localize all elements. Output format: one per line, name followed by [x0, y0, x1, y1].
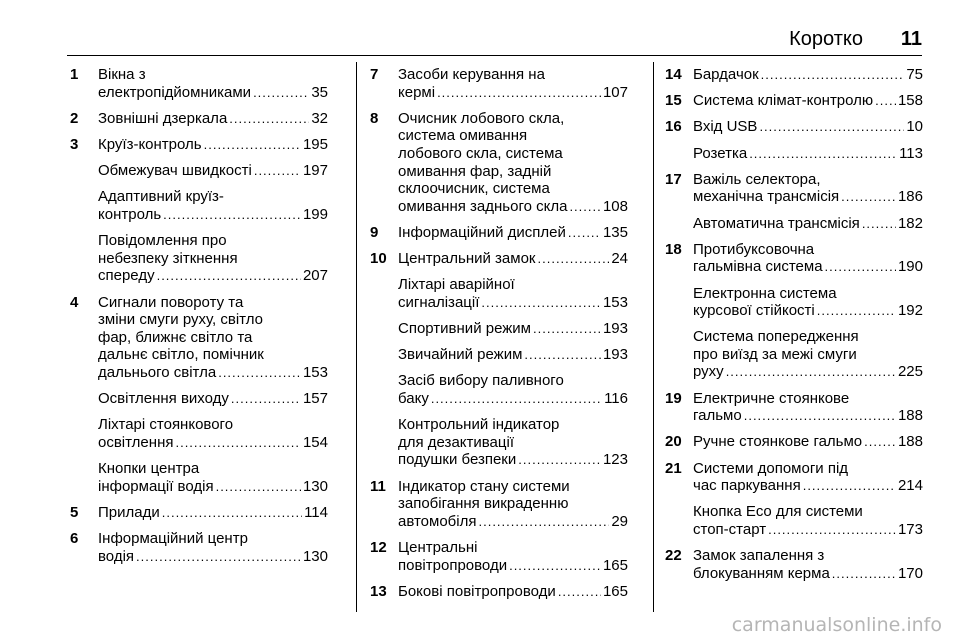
- item-number: 15: [665, 92, 682, 110]
- page-reference[interactable]: 153: [602, 293, 628, 311]
- entry-last-line: [693, 118, 923, 136]
- entry-text-line: система омивання: [398, 127, 528, 145]
- entry-label: блокуванням керма: [693, 564, 830, 582]
- entry-last-line: [98, 504, 328, 522]
- entry-label: Обмежувач швидкості: [98, 162, 252, 180]
- entry-text-line: Адаптивний круїз-: [98, 188, 224, 206]
- dot-leader: [524, 346, 601, 364]
- index-entry[interactable]: [98, 188, 328, 223]
- entry-label: гальмо: [693, 407, 742, 425]
- entry-last-line: [693, 302, 923, 320]
- page-reference[interactable]: 35: [311, 83, 328, 101]
- entry-last-line: [98, 267, 328, 285]
- entry-last-line: [398, 320, 628, 338]
- entry-text-line: для дезактивації: [398, 433, 514, 451]
- index-item: [665, 547, 923, 582]
- index-item: [665, 92, 923, 110]
- entry-label: Спортивний режим: [398, 320, 531, 338]
- item-number: 1: [70, 66, 79, 83]
- index-item: [665, 433, 923, 451]
- index-item: [370, 66, 628, 101]
- item-number: 19: [665, 389, 682, 407]
- index-entry[interactable]: [398, 320, 628, 338]
- page-header: [0, 28, 960, 50]
- index-entry[interactable]: [693, 547, 923, 582]
- index-item: [370, 478, 628, 531]
- watermark: carmanualsonline.info: [731, 614, 942, 636]
- page-reference[interactable]: 154: [302, 433, 328, 451]
- item-number: 13: [370, 582, 387, 600]
- entry-last-line: [693, 363, 923, 381]
- item-number: 16: [665, 118, 682, 136]
- page-reference[interactable]: 32: [311, 109, 328, 127]
- entry-text-line: Замок запалення з: [693, 547, 825, 565]
- entry-text-line: Засіб вибору паливного: [398, 372, 564, 390]
- dot-leader: [875, 92, 896, 110]
- index-entry[interactable]: [693, 92, 923, 110]
- index-item: [370, 224, 628, 242]
- entry-last-line: [693, 258, 923, 276]
- dot-leader: [162, 504, 302, 522]
- page-reference[interactable]: 199: [302, 205, 328, 223]
- entry-label: подушки безпеки: [398, 451, 517, 469]
- index-entry[interactable]: [398, 416, 628, 469]
- item-number: 3: [70, 135, 79, 153]
- index-entry[interactable]: [693, 215, 923, 233]
- dot-leader: [509, 557, 601, 575]
- page-reference[interactable]: 157: [302, 390, 328, 408]
- entry-last-line: [693, 145, 923, 163]
- entry-label: Прилади: [98, 503, 160, 521]
- entry-text-line: лобового скла, система: [398, 144, 563, 162]
- dot-leader: [518, 451, 601, 469]
- page-reference[interactable]: 130: [302, 477, 328, 495]
- entry-text-line: небезпеку зіткнення: [98, 249, 238, 267]
- entry-last-line: [693, 477, 923, 495]
- entry-text-line: зміни смуги руху, світло: [98, 311, 263, 329]
- entry-last-line: [398, 198, 628, 216]
- page-reference[interactable]: 195: [302, 135, 328, 153]
- index-entry[interactable]: [98, 294, 328, 382]
- index-item: [665, 241, 923, 381]
- entry-label: освітлення: [98, 433, 174, 451]
- dot-leader: [216, 478, 301, 496]
- index-column-3: [665, 66, 923, 591]
- entry-label: Звичайний режим: [398, 346, 523, 364]
- index-entry[interactable]: [98, 504, 328, 522]
- entry-text-line: Вікна з: [98, 66, 146, 83]
- entry-last-line: [693, 433, 923, 451]
- item-number: 8: [370, 109, 379, 127]
- index-item: [370, 539, 628, 574]
- index-item: [665, 460, 923, 539]
- index-entry[interactable]: [398, 250, 628, 268]
- entry-last-line: [98, 162, 328, 180]
- entry-last-line: [98, 206, 328, 224]
- entry-last-line: [693, 92, 923, 110]
- entry-text-line: Електричне стоянкове: [693, 389, 850, 407]
- item-number: 14: [665, 66, 682, 83]
- entry-last-line: [398, 84, 628, 102]
- index-entry[interactable]: [398, 539, 628, 574]
- item-number: 18: [665, 240, 682, 258]
- item-number: 11: [370, 477, 386, 495]
- entry-last-line: [98, 364, 328, 382]
- entry-last-line: [398, 513, 628, 531]
- dot-leader: [136, 548, 301, 566]
- index-entry[interactable]: [693, 390, 923, 425]
- dot-leader: [832, 565, 896, 583]
- index-entry[interactable]: [98, 416, 328, 451]
- entry-label: сигналізації: [398, 293, 480, 311]
- entry-text-line: Електронна система: [693, 284, 837, 302]
- dot-leader: [841, 188, 896, 206]
- index-entry[interactable]: [398, 372, 628, 407]
- page-reference[interactable]: 170: [897, 564, 923, 582]
- page-reference[interactable]: 135: [602, 223, 628, 241]
- index-item: [70, 136, 328, 285]
- entry-text-line: Кнопка Eco для системи: [693, 503, 863, 521]
- entry-label: омивання заднього скла: [398, 197, 568, 215]
- index-entry[interactable]: [398, 478, 628, 531]
- item-number: 4: [70, 293, 79, 311]
- entry-last-line: [693, 66, 923, 84]
- entry-last-line: [693, 215, 923, 233]
- page-reference[interactable]: 130: [302, 547, 328, 565]
- entry-text-line: фар, ближнє світло та: [98, 328, 253, 346]
- page-reference[interactable]: 158: [897, 92, 923, 110]
- entry-label: гальмівна система: [693, 258, 823, 276]
- index-entry[interactable]: [98, 460, 328, 495]
- item-number: 7: [370, 66, 379, 83]
- page-reference[interactable]: 207: [302, 267, 328, 285]
- entry-label: електропідйомниками: [98, 83, 252, 101]
- page-reference[interactable]: 190: [897, 258, 923, 276]
- entry-label: час паркування: [693, 477, 801, 495]
- item-number: 6: [70, 530, 79, 547]
- index-item: [665, 118, 923, 162]
- entry-text-line: Засоби керування на: [398, 66, 545, 83]
- index-entry[interactable]: [98, 232, 328, 285]
- entry-text-line: Інформаційний центр: [98, 530, 248, 547]
- index-entry[interactable]: [693, 460, 923, 495]
- page-reference[interactable]: 192: [897, 302, 923, 320]
- index-item: [665, 66, 923, 84]
- entry-last-line: [693, 188, 923, 206]
- dot-leader: [726, 363, 896, 381]
- page-reference[interactable]: 29: [611, 512, 628, 530]
- dot-leader: [231, 390, 301, 408]
- entry-text-line: Повідомлення про: [98, 232, 227, 250]
- entry-label: Бардачок: [693, 66, 759, 83]
- entry-text-line: про виїзд за межі смуги: [693, 345, 857, 363]
- page-reference[interactable]: 108: [602, 197, 628, 215]
- entry-text-line: Протибуксовочна: [693, 240, 815, 258]
- dot-leader: [864, 433, 896, 451]
- page-reference[interactable]: 186: [897, 188, 923, 206]
- entry-text-line: запобігання викраденню: [398, 495, 569, 513]
- dot-leader: [533, 320, 601, 338]
- entry-label: курсової стійкості: [693, 302, 815, 320]
- entry-text-line: Індикатор стану системи: [398, 477, 570, 495]
- index-entry[interactable]: [398, 224, 628, 242]
- index-item: [370, 583, 628, 601]
- item-number: 5: [70, 503, 79, 521]
- entry-text-line: Ліхтарі стоянкового: [98, 416, 234, 434]
- entry-last-line: [398, 294, 628, 312]
- dot-leader: [761, 66, 905, 84]
- entry-text-line: Системи допомоги під: [693, 459, 849, 477]
- entry-last-line: [98, 548, 328, 566]
- entry-text-line: Очисник лобового скла,: [398, 109, 565, 127]
- column-divider-2: [653, 62, 654, 612]
- item-number: 20: [665, 433, 682, 451]
- entry-label: Бокові повітропроводи: [398, 582, 556, 600]
- column-divider-1: [356, 62, 357, 612]
- entry-last-line: [98, 390, 328, 408]
- index-entry[interactable]: [398, 583, 628, 601]
- item-number: 17: [665, 170, 682, 188]
- index-entry[interactable]: [98, 136, 328, 154]
- index-entry[interactable]: [98, 162, 328, 180]
- item-number: 21: [665, 459, 682, 477]
- entry-label: кермі: [398, 83, 436, 101]
- dot-leader: [254, 162, 301, 180]
- entry-text-line: Система попередження: [693, 328, 859, 346]
- entry-label: Розетка: [693, 144, 748, 162]
- dot-leader: [568, 224, 601, 242]
- page-reference[interactable]: 123: [602, 451, 628, 469]
- index-entry[interactable]: [98, 110, 328, 128]
- entry-text-line: Контрольний індикатор: [398, 416, 560, 434]
- item-number: 9: [370, 223, 379, 241]
- dot-leader: [744, 407, 896, 425]
- index-item: [70, 294, 328, 496]
- index-entry[interactable]: [398, 276, 628, 311]
- dot-leader: [218, 364, 301, 382]
- dot-leader: [431, 390, 602, 408]
- dot-leader: [157, 267, 301, 285]
- index-entry[interactable]: [693, 241, 923, 276]
- page-reference[interactable]: 214: [897, 477, 923, 495]
- dot-leader: [175, 434, 301, 452]
- dot-leader: [163, 206, 301, 224]
- entry-label: інформації водія: [98, 477, 214, 495]
- entry-text-line: Важіль селектора,: [693, 170, 821, 188]
- index-item: [70, 530, 328, 565]
- index-entry[interactable]: [398, 110, 628, 216]
- header-divider: [67, 55, 922, 56]
- index-item: [70, 66, 328, 101]
- dot-leader: [817, 302, 896, 320]
- entry-text-line: Кнопки центра: [98, 460, 200, 478]
- entry-label: Центральний замок: [398, 250, 536, 268]
- dot-leader: [478, 513, 609, 531]
- item-number: 22: [665, 547, 682, 565]
- page-reference[interactable]: 173: [897, 521, 923, 538]
- entry-last-line: [98, 478, 328, 496]
- page-number: 11: [900, 28, 922, 50]
- entry-label: Круїз-контроль: [98, 135, 202, 153]
- page-reference[interactable]: 225: [897, 363, 923, 381]
- entry-last-line: [398, 346, 628, 364]
- entry-label: повітропроводи: [398, 556, 508, 574]
- entry-label: руху: [693, 363, 724, 381]
- dot-leader: [437, 84, 601, 102]
- item-number: 12: [370, 539, 387, 556]
- entry-label: стоп-старт: [693, 521, 767, 538]
- page-reference[interactable]: 116: [604, 390, 628, 408]
- entry-label: Зовнішні дзеркала: [98, 109, 228, 127]
- index-item: [370, 110, 628, 216]
- entry-last-line: [398, 250, 628, 268]
- index-entry[interactable]: [693, 433, 923, 451]
- entry-last-line: [693, 565, 923, 583]
- page-reference[interactable]: 197: [302, 162, 328, 180]
- entry-text-line: дальнє світло, помічник: [98, 346, 264, 364]
- index-entry[interactable]: [693, 145, 923, 163]
- page-reference[interactable]: 10: [906, 118, 923, 136]
- page-title: Коротко: [789, 28, 863, 50]
- dot-leader: [768, 521, 896, 539]
- dot-leader: [825, 258, 896, 276]
- index-entry[interactable]: [693, 118, 923, 136]
- entry-label: Вхід USB: [693, 118, 758, 136]
- index-item: [70, 504, 328, 522]
- entry-label: Інформаційний дисплей: [398, 223, 566, 241]
- item-number: 2: [70, 109, 79, 127]
- index-column-2: [370, 66, 628, 609]
- index-entry[interactable]: [693, 503, 923, 538]
- entry-last-line: [98, 136, 328, 154]
- entry-text-line: склоочисник, система: [398, 180, 550, 198]
- entry-last-line: [98, 434, 328, 452]
- index-entry[interactable]: [693, 171, 923, 206]
- entry-last-line: [398, 557, 628, 575]
- page-reference[interactable]: 107: [602, 83, 628, 101]
- page-reference[interactable]: 114: [304, 503, 328, 521]
- dot-leader: [204, 136, 301, 154]
- page-reference[interactable]: 165: [602, 582, 628, 600]
- dot-leader: [749, 145, 897, 163]
- dot-leader: [481, 294, 601, 312]
- dot-leader: [558, 583, 601, 601]
- entry-last-line: [98, 84, 328, 102]
- entry-label: водія: [98, 547, 135, 565]
- dot-leader: [862, 215, 896, 233]
- entry-label: автомобіля: [398, 512, 477, 530]
- dot-leader: [759, 118, 904, 136]
- page-reference[interactable]: 193: [602, 320, 628, 338]
- entry-last-line: [693, 521, 923, 539]
- page-reference[interactable]: 113: [899, 144, 923, 162]
- entry-last-line: [398, 451, 628, 469]
- entry-text-line: Ліхтарі аварійної: [398, 276, 515, 294]
- entry-last-line: [398, 583, 628, 601]
- entry-text-line: Центральні: [398, 539, 478, 556]
- dot-leader: [538, 250, 610, 268]
- index-entry[interactable]: [98, 530, 328, 565]
- index-entry[interactable]: [98, 66, 328, 101]
- entry-label: Автоматична трансмісія: [693, 214, 860, 232]
- entry-label: баку: [398, 390, 429, 408]
- page-reference[interactable]: 188: [897, 407, 923, 425]
- entry-text-line: Сигнали повороту та: [98, 293, 244, 311]
- index-entry[interactable]: [693, 285, 923, 320]
- page-reference[interactable]: 193: [602, 346, 628, 364]
- entry-label: Освітлення виходу: [98, 390, 229, 408]
- dot-leader: [569, 198, 601, 216]
- index-item: [70, 110, 328, 128]
- page-reference[interactable]: 75: [906, 66, 923, 83]
- page-reference[interactable]: 153: [302, 363, 328, 381]
- entry-label: спереду: [98, 267, 155, 285]
- index-entry[interactable]: [693, 66, 923, 84]
- dot-leader: [253, 84, 309, 102]
- index-item: [665, 171, 923, 232]
- entry-text-line: омивання фар, задній: [398, 162, 552, 180]
- index-entry[interactable]: [398, 66, 628, 101]
- entry-last-line: [398, 224, 628, 242]
- entry-label: Ручне стоянкове гальмо: [693, 433, 863, 451]
- entry-last-line: [398, 390, 628, 408]
- entry-last-line: [98, 110, 328, 128]
- index-column-1: [70, 66, 328, 574]
- entry-last-line: [693, 407, 923, 425]
- entry-label: контроль: [98, 205, 162, 223]
- entry-label: дальнього світла: [98, 363, 217, 381]
- index-entry[interactable]: [693, 328, 923, 381]
- item-number: 10: [370, 250, 387, 268]
- index-entry[interactable]: [98, 390, 328, 408]
- index-item: [665, 390, 923, 425]
- page-reference[interactable]: 24: [611, 250, 628, 268]
- index-item: [370, 250, 628, 469]
- page-reference[interactable]: 188: [897, 433, 923, 451]
- entry-label: Система клімат-контролю: [693, 92, 874, 110]
- page-reference[interactable]: 182: [897, 214, 923, 232]
- entry-label: механічна трансмісія: [693, 188, 840, 206]
- dot-leader: [229, 110, 309, 128]
- page-reference[interactable]: 165: [602, 556, 628, 574]
- index-entry[interactable]: [398, 346, 628, 364]
- dot-leader: [803, 477, 896, 495]
